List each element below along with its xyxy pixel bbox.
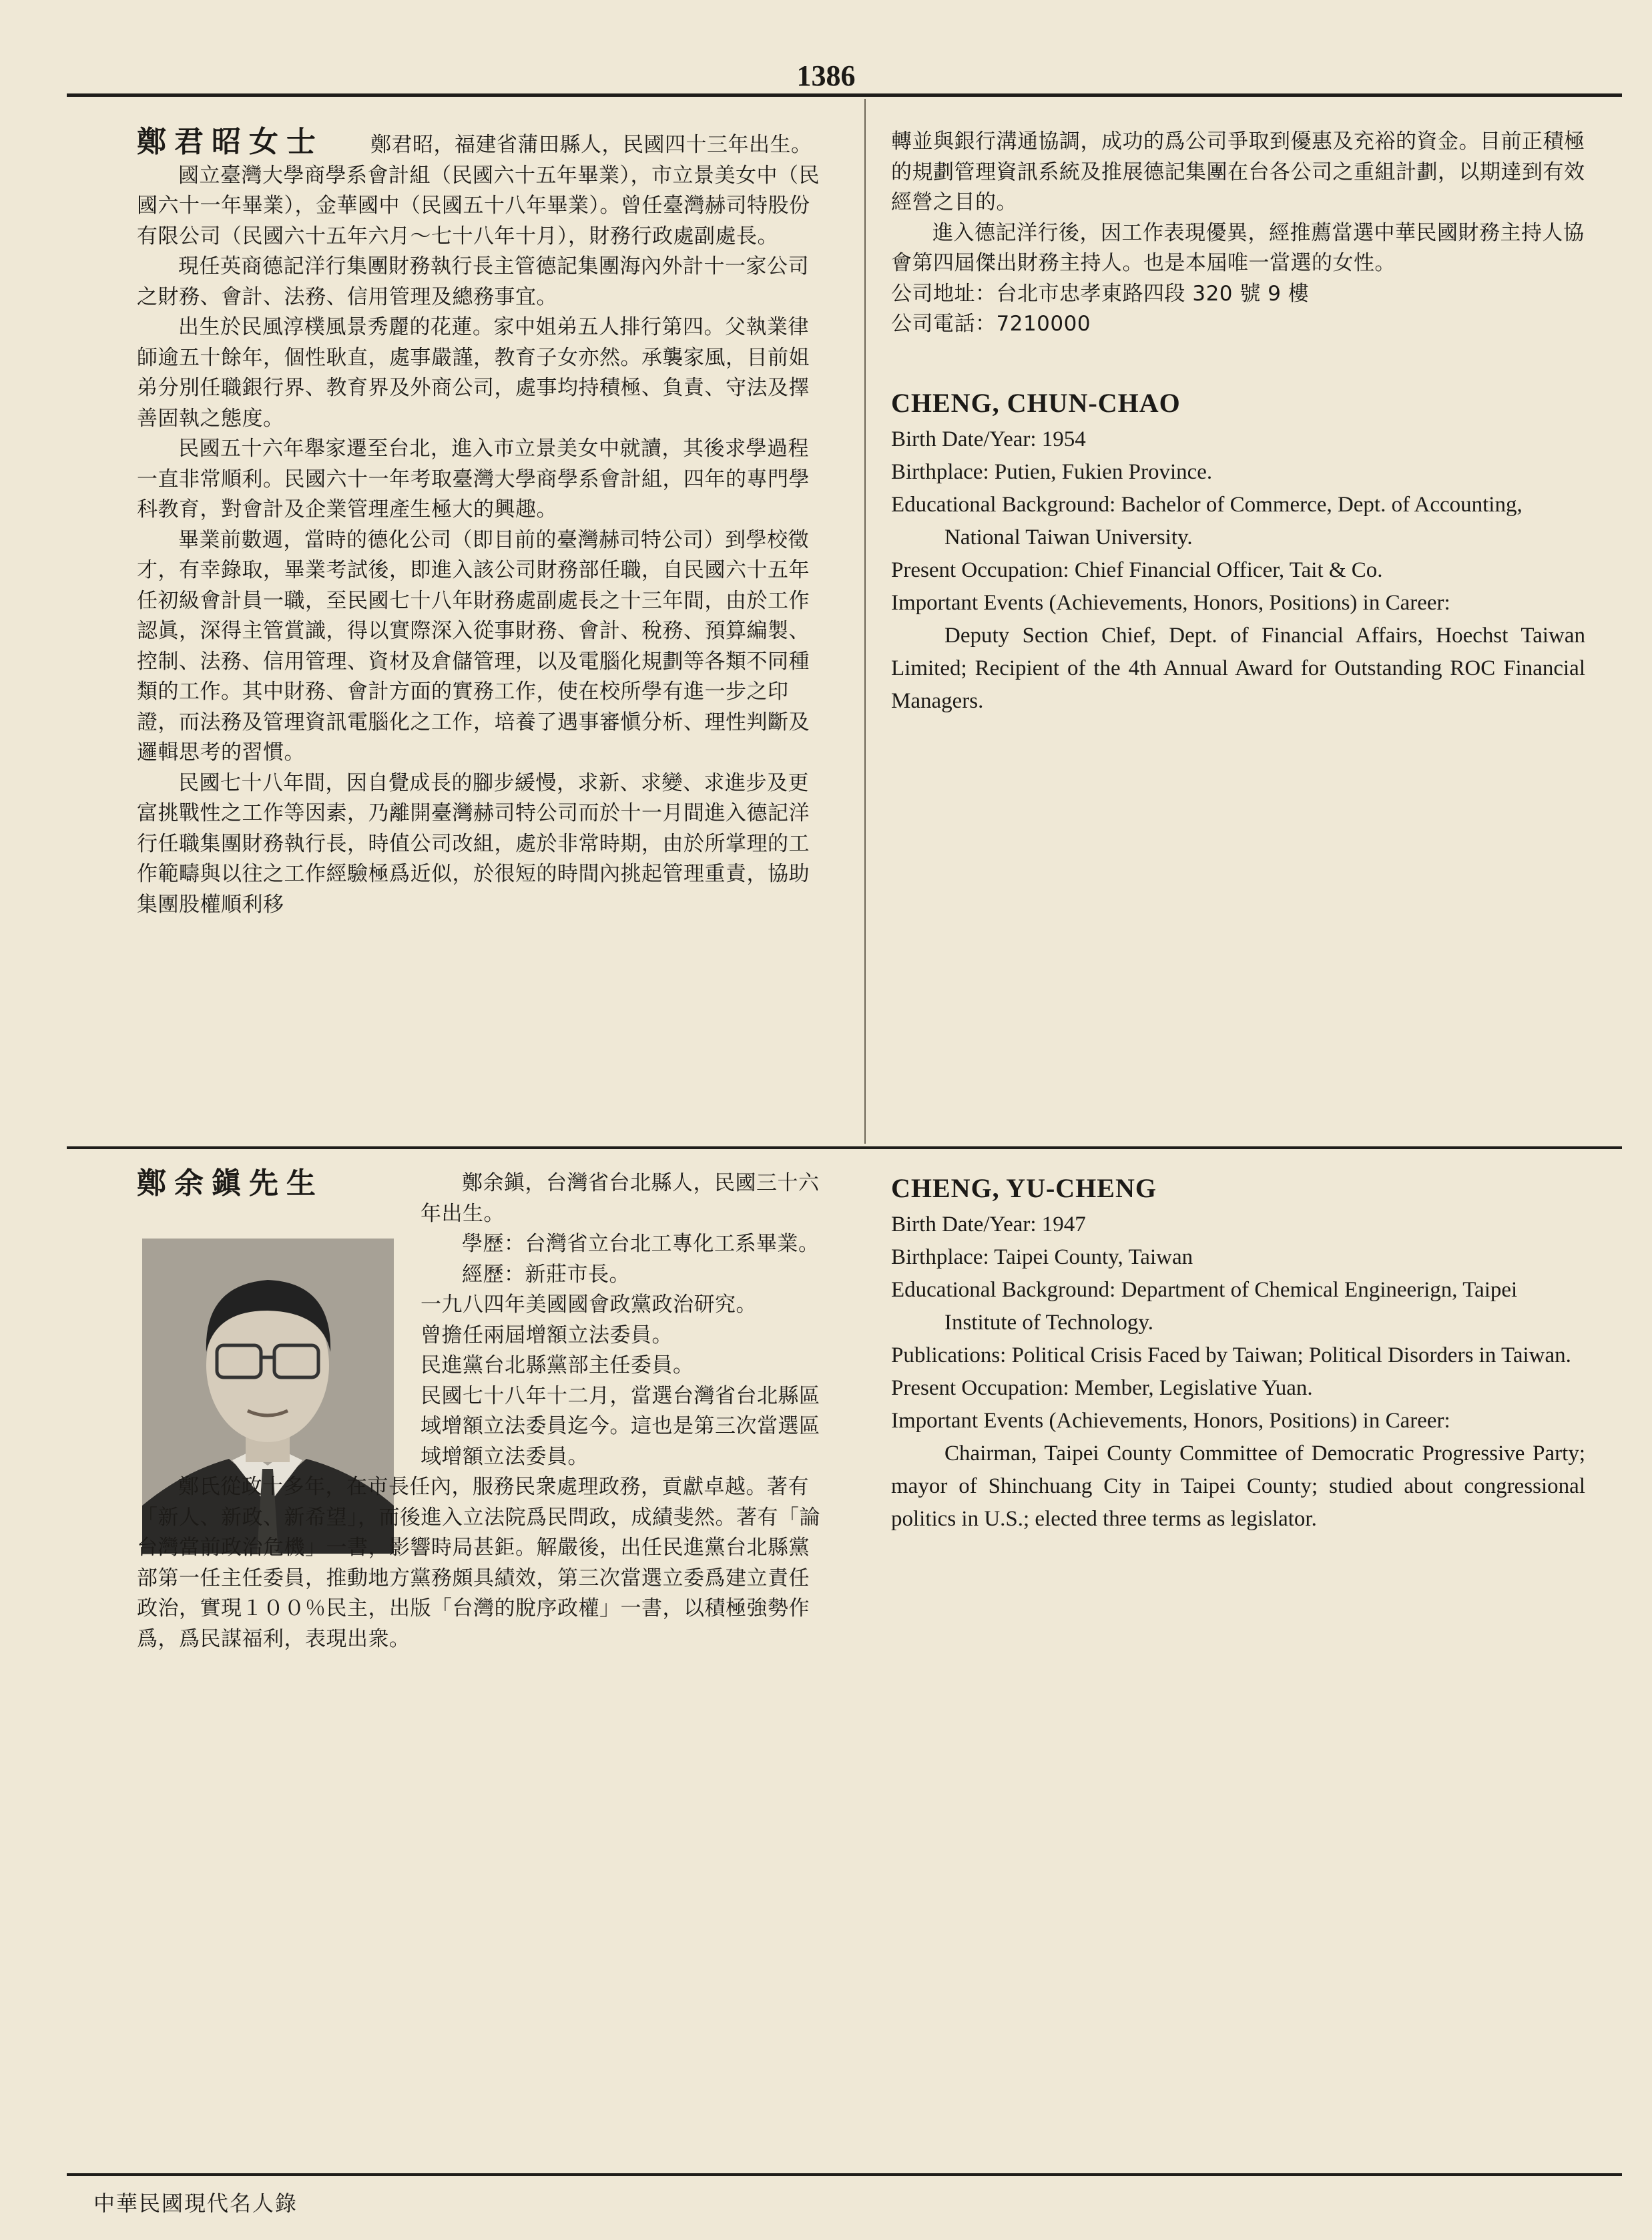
entry1-continued: 轉並與銀行溝通協調，成功的爲公司爭取到優惠及充裕的資金。目前正積極的規劃管理資訊系統及推展德記集團在台各公司之重組計劃，以期達到有效經營之目的。 xyxy=(891,130,1585,214)
entry1-paragraph: 畢業前數週，當時的德化公司（即目前的臺灣赫司特公司）到學校徵才，有幸錄取，畢業考試後，即進入該公司財務部任職，自民國六十五年任初級會計員一職，至民國七十八年財務處副處長之十三年間，由於工作認眞，深得主管賞識，得以實際深入從事財務、會計、稅務、預算編製、控制、法務、信用管理、資材及倉儲管理，以及電腦化規劃等各類不同種類的工作。其中財務、會計方面的實務工作，使在校所學有進一步之印證，而法務及管理資訊電腦化之工作，培養了遇事審愼分析、理性判斷及邏輯思考的習慣。 xyxy=(137,527,810,764)
entry2-events-label: Important Events (Achievements, Honors, Positions) in Career: xyxy=(891,1409,1450,1433)
entry1-paragraph: 現任英商德記洋行集團財務執行長主管德記集團海內外計十一家公司之財務、會計、法務、信用管理及總務事宜。 xyxy=(137,254,809,309)
entry1-events-label: Important Events (Achievements, Honors, Positions) in Career: xyxy=(891,590,1450,615)
entry2-publications: Publications: Political Crisis Faced by Taiwan; Political Disorders in Taiwan. xyxy=(891,1343,1571,1367)
entry2-birthplace: Birthplace: Taipei County, Taiwan xyxy=(891,1245,1193,1269)
entry1-paragraph: 民國七十八年間，因自覺成長的腳步緩慢，求新、求變、求進步及更富挑戰性之工作等因素，乃離開臺灣赫司特公司而於十一月間進入德記洋行任職集團財務執行長，時值公司改組，處於非常時期，由於所掌理的工作範疇與以往之工作經驗極爲近似，於很短的時間內挑起管理重責，協助集團股權順利移 xyxy=(137,770,810,917)
entry2-line: 民國七十八年十二月，當選台灣省台北縣區域增額立法委員迄今。這也是第三次當選區域增額立法委員。 xyxy=(421,1383,820,1469)
entry2-events: Chairman, Taipei County Committee of Democratic Progressive Party; mayor of Shinchuang City in Taipei County; studied about congressional politics in U.S.; elected three terms as legislator. xyxy=(891,1441,1585,1531)
top-rule xyxy=(67,93,1622,97)
entry2-occupation: Present Occupation: Member, Legislative Yuan. xyxy=(891,1376,1313,1400)
footer-title: 中華民國現代名人錄 xyxy=(93,2191,298,2216)
page-number: 1386 xyxy=(796,59,856,92)
entry2-bio: 鄭氏從政十多年，在市長任內，服務民衆處理政務，貢獻卓越。著有「新人、新政、新希望」，而後進入立法院爲民問政，成績斐然。著有「論台灣當前政治危機」一書，影響時局甚鉅。解嚴後，出任民進黨台北縣黨部第一任主任委員，推動地方黨務頗具績效，第三次當選立委爲建立責任政治，實現１００％民主，出版「台灣的脫序政權」一書，以積極強勢作爲，爲民謀福利，表現出衆。 xyxy=(137,1475,820,1651)
entry1-name-zh: 鄭君昭女士 xyxy=(137,125,324,159)
entry1-birthplace: Birthplace: Putien, Fukien Province. xyxy=(891,459,1213,484)
entry2-line: 民進黨台北縣黨部主任委員。 xyxy=(421,1353,694,1377)
entry1-right-column xyxy=(891,127,1585,718)
entry2-intro: 鄭余鎭，台灣省台北縣人，民國三十六年出生。 xyxy=(421,1171,820,1226)
entry1-paragraph: 國立臺灣大學商學系會計組（民國六十五年畢業），市立景美女中（民國六十一年畢業），金華國中（民國五十八年畢業）。曾任臺灣赫司特股份有限公司（民國六十五年六月～七十八年十月），財務行政處副處長。 xyxy=(137,163,820,248)
entry1-intro-line xyxy=(137,127,824,161)
entry1-en-bio xyxy=(891,387,1585,718)
entry2-experience: 經歷：新莊市長。 xyxy=(462,1262,630,1287)
entry2-education: 學歷：台灣省立台北工專化工系畢業。 xyxy=(462,1232,820,1256)
entry1-intro: 鄭君昭，福建省蒲田縣人，民國四十三年出生。 xyxy=(370,133,812,157)
bottom-rule xyxy=(67,2173,1622,2176)
entry2-line: 曾擔任兩屆增額立法委員。 xyxy=(421,1323,673,1347)
entry1-phone: 公司電話：7210000 xyxy=(891,312,1091,336)
entry1-paragraph-last: 進入德記洋行後，因工作表現優異，經推薦當選中華民國財務主持人協會第四屆傑出財務主持人。也是本屆唯一當選的女性。 xyxy=(891,220,1585,275)
entry1-paragraph: 民國五十六年舉家遷至台北，進入市立景美女中就讀，其後求學過程一直非常順利。民國六十一年考取臺灣大學商學系會計組，四年的專門學科教育，對會計及企業管理產生極大的興趣。 xyxy=(137,437,810,521)
entry1-zh-bio xyxy=(137,127,824,920)
entry1-paragraph: 出生於民風淳樸風景秀麗的花蓮。家中姐弟五人排行第四。父執業律師逾五十餘年，個性耿直，處事嚴謹，教育子女亦然。承襲家風，目前姐弟分別任職銀行界、教育界及外商公司，處事均持積極、負責、守法及擇善固執之態度。 xyxy=(137,315,810,431)
entry2-name-zh: 鄭余鎭先生 xyxy=(137,1166,324,1200)
entry2-name-en: CHENG, YU-CHENG xyxy=(891,1173,1157,1203)
entry2-birth: Birth Date/Year: 1947 xyxy=(891,1212,1086,1237)
entry1-occupation: Present Occupation: Chief Financial Officer, Tait & Co. xyxy=(891,557,1383,582)
entry2-zh-bio xyxy=(137,1168,824,1654)
entry-divider xyxy=(67,1146,1622,1149)
entry1-address: 公司地址：台北市忠孝東路四段 320 號 9 樓 xyxy=(891,281,1310,306)
column-divider xyxy=(864,99,866,1144)
entry1-birth: Birth Date/Year: 1954 xyxy=(891,427,1086,451)
entry2-en-bio xyxy=(891,1172,1585,1536)
entry2-line: 一九八四年美國國會政黨政治研究。 xyxy=(421,1293,757,1317)
entry2-education: Educational Background: Department of Chemical Engineerign, Taipei Institute of Technology. xyxy=(891,1278,1518,1335)
entry1-name-en: CHENG, CHUN-CHAO xyxy=(891,387,1181,418)
entry1-events: Deputy Section Chief, Dept. of Financial Affairs, Hoechst Taiwan Limited; Recipient of the 4th Annual Award for Outstanding ROC Financial Managers. xyxy=(891,623,1585,713)
entry1-education: Educational Background: Bachelor of Commerce, Dept. of Accounting, National Taiwan University. xyxy=(891,492,1523,549)
